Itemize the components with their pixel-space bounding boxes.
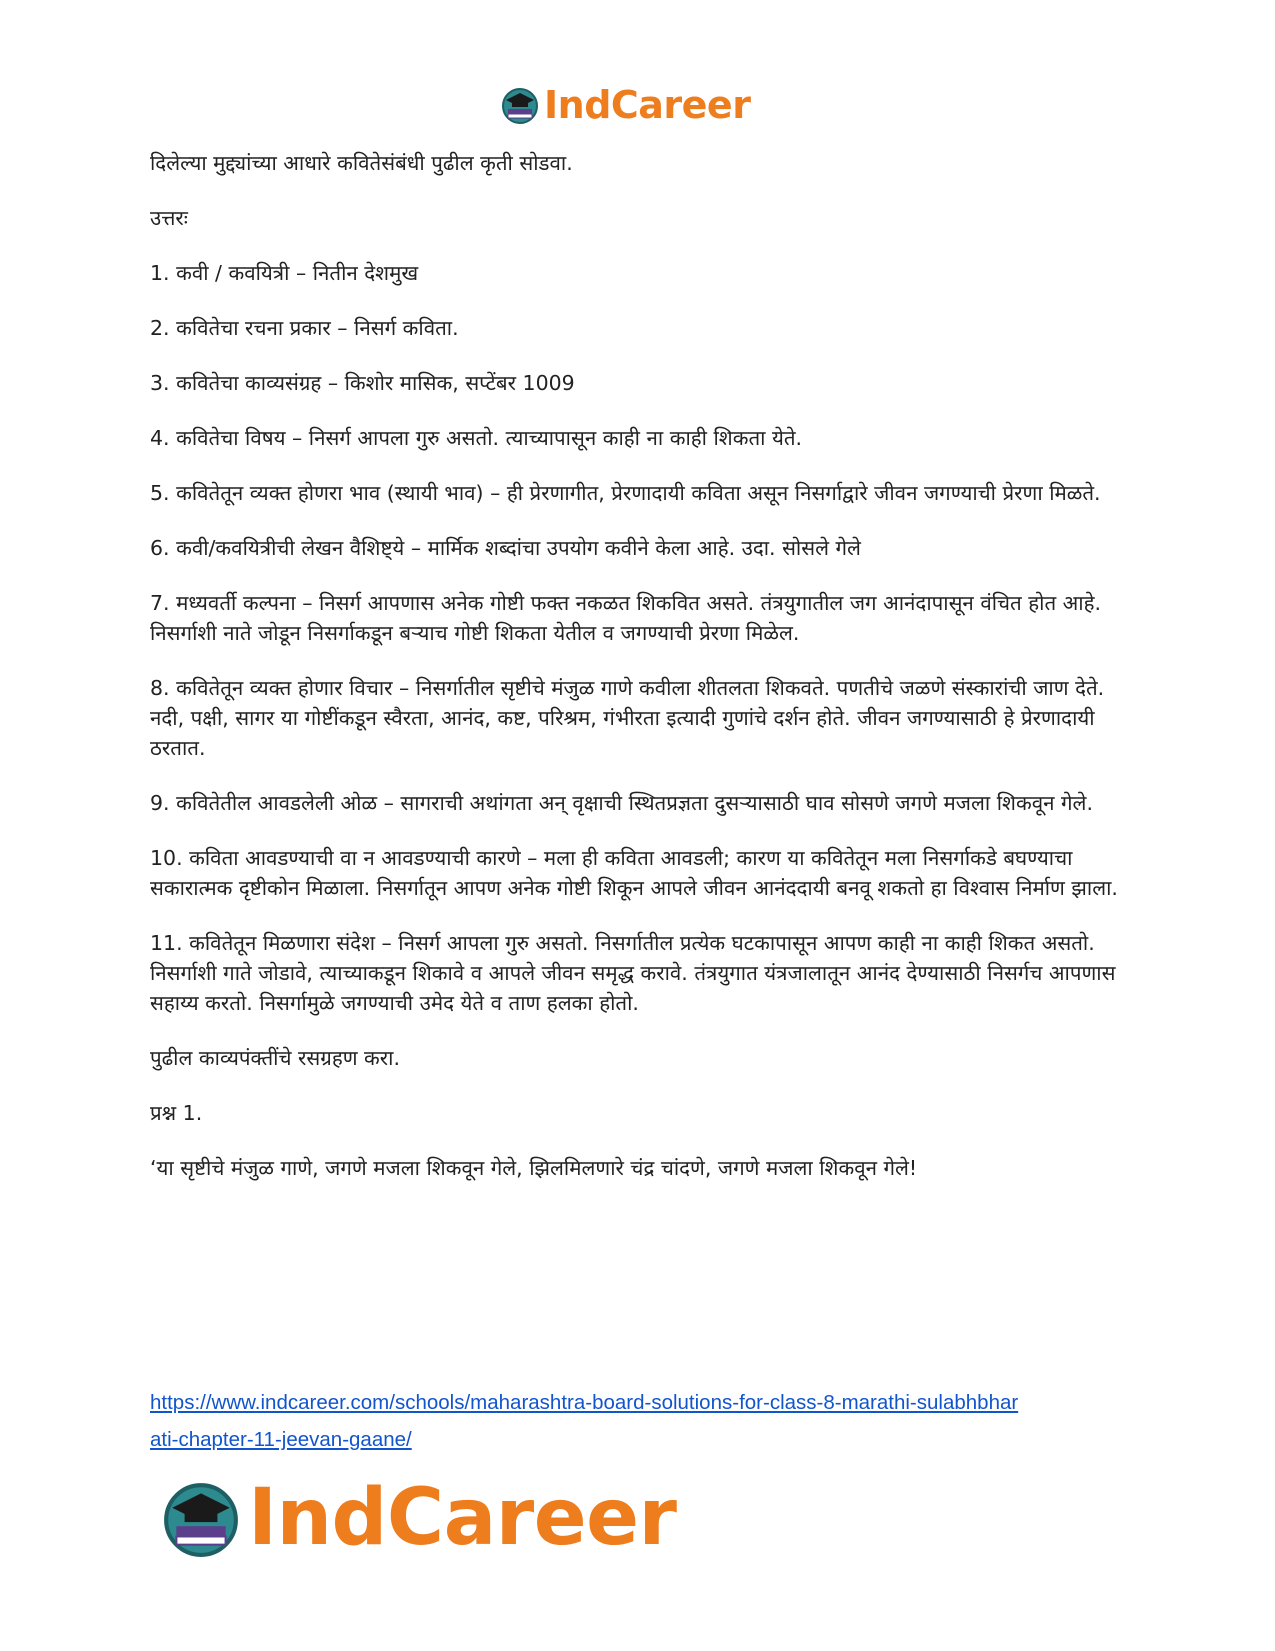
source-link-line-2: ati-chapter-11-jeevan-gaane/ (150, 1428, 412, 1451)
list-item: 10. कविता आवडण्याची वा न आवडण्याची कारणे – मला ही कविता आवडली; कारण या कवितेतून मला निसर्गाकडे बघण्याचा सकारात्मक दृष्टीकोन मिळाला. निसर्गातून आपण अनेक गोष्टी शिकून आपले जीवन आनंददायी बनवू शकतो हा विश्वास निर्माण झाला. (150, 846, 1118, 900)
list-item: 11. कवितेतून मिळणारा संदेश – निसर्ग आपला गुरु असतो. निसर्गातील प्रत्येक घटकापासून आपण काही ना काही शिकत असतो. निसर्गाशी गाते जोडावे, त्याच्याकडून शिकावे व आपले जीवन समृद्ध करावे. तंत्रयुगात यंत्रजालातून आनंद देण्यासाठी निसर्गच आपणास सहाय्य करतो. निसर्गामुळे जगण्याची उमेद येते व ताण हलका होतो. (150, 931, 1116, 1015)
graduation-cap-book-globe-icon (500, 85, 540, 125)
question-label: प्रश्न 1. (150, 1101, 203, 1125)
source-link-line-1: https://www.indcareer.com/schools/maharashtra-board-solutions-for-class-8-marathi-sulabhbhar (150, 1391, 1019, 1414)
list-item: 8. कवितेतून व्यक्त होणार विचार – निसर्गातील सृष्टीचे मंजुळ गाणे कवीला शीतलता शिकवते. पणतीचे जळणे संस्कारांची जाण देते. नदी, पक्षी, सागर या गोष्टींकडून स्वैरता, आनंद, कष्ट, परिश्रम, गंभीरता इत्यादी गुणांचे दर्शन होते. जीवन जगण्यासाठी हे प्रेरणादायी ठरतात. (150, 676, 1105, 760)
list-item: 9. कवितेतील आवडलेली ओळ – सागराची अथांगता अन् वृक्षाची स्थितप्रज्ञता दुसऱ्यासाठी घाव सोसणे जगणे मजला शिकवून गेले. (150, 791, 1093, 815)
graduation-cap-book-globe-icon (160, 1477, 242, 1559)
list-item: 5. कवितेतून व्यक्त होणरा भाव (स्थायी भाव) – ही प्रेरणागीत, प्रेरणादायी कविता असून निसर्गाद्वारे जीवन जगण्याची प्रेरणा मिळते. (150, 481, 1101, 505)
intro-instruction: दिलेल्या मुद्द्यांच्या आधारे कवितेसंबंधी पुढील कृती सोडवा. (150, 151, 573, 175)
list-item: 6. कवी/कवयित्रीची लेखन वैशिष्ट्ये – मार्मिक शब्दांचा उपयोग कवीने केला आहे. उदा. सोसले गेले (150, 536, 861, 560)
document-body (150, 148, 1130, 1208)
list-item: 2. कवितेचा रचना प्रकार – निसर्ग कविता. (150, 316, 459, 340)
rasgrahan-heading: पुढील काव्यपंक्तींचे रसग्रहण करा. (150, 1046, 401, 1070)
poem-quote: ‘या सृष्टीचे मंजुळ गाणे, जगणे मजला शिकवून गेले, झिलमिलणारे चंद्र चांदणे, जगणे मजला शिकवून गेले! (150, 1156, 918, 1180)
source-link[interactable] (150, 1384, 1140, 1458)
list-item: 1. कवी / कवयित्री – नितीन देशमुख (150, 261, 419, 285)
answer-label: उत्तरः (150, 206, 188, 230)
list-item: 7. मध्यवर्ती कल्पना – निसर्ग आपणास अनेक गोष्टी फक्त नकळत शिकवित असते. तंत्रयुगातील जग आनंदापासून वंचित होत आहे. निसर्गाशी नाते जोडून निसर्गाकडून बऱ्याच गोष्टी शिकता येतील व जगण्याची प्रेरणा मिळेल. (150, 591, 1102, 645)
footer-logo[interactable] (160, 1472, 677, 1564)
list-item: 3. कवितेचा काव्यसंग्रह – किशोर मासिक, सप्टेंबर 1009 (150, 371, 575, 395)
list-item: 4. कवितेचा विषय – निसर्ग आपला गुरु असतो. त्याच्यापासून काही ना काही शिकता येते. (150, 426, 803, 450)
brand-name: IndCareer (544, 83, 751, 127)
brand-name: IndCareer (248, 1473, 677, 1563)
header-logo[interactable] (500, 82, 750, 128)
